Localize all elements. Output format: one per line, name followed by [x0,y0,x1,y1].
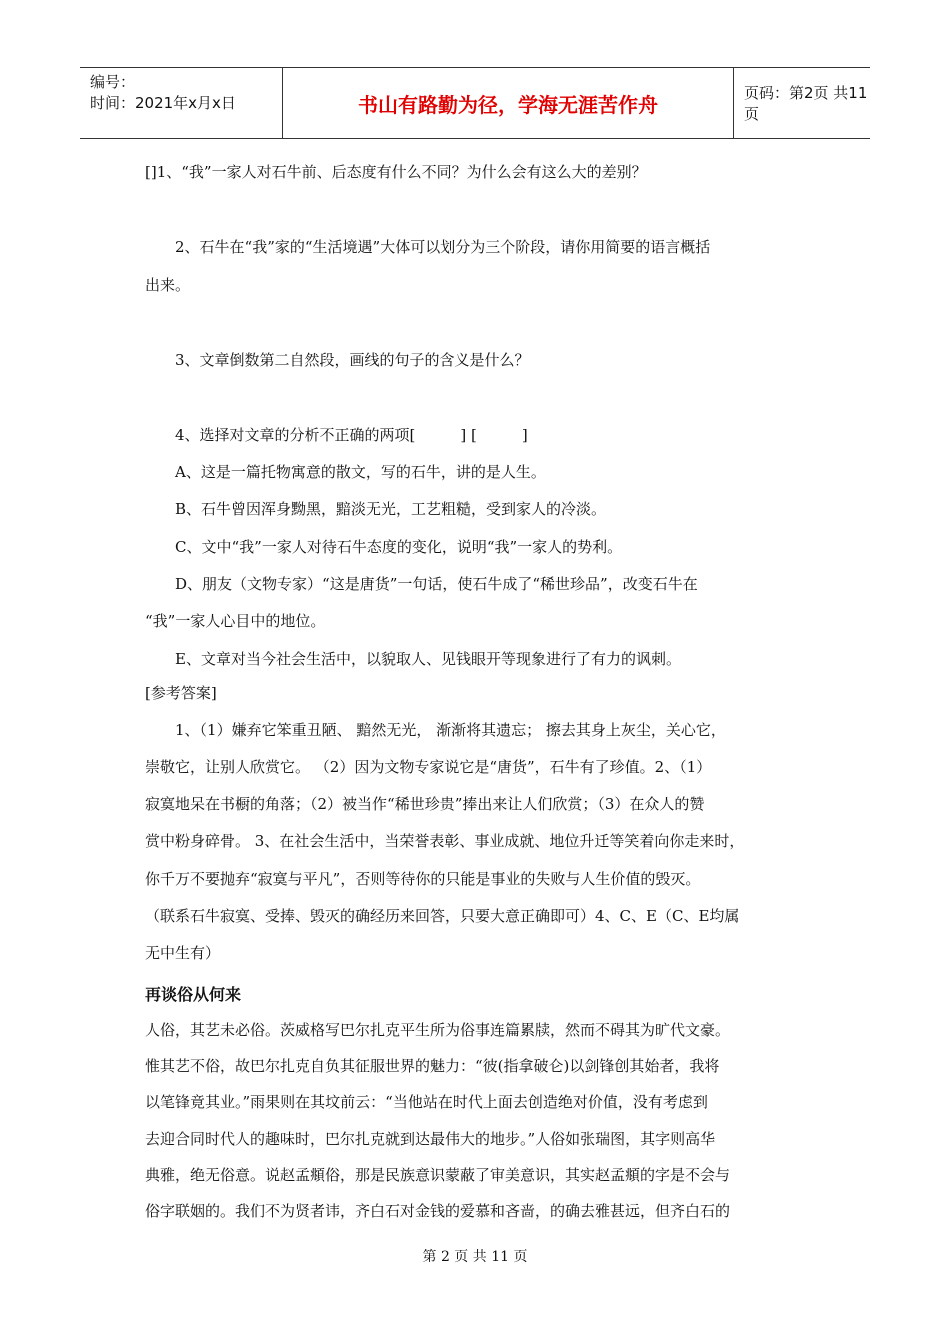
option-d: D、朋友（文物专家）“这是唐货”一句话，使石牛成了“稀世珍品”，改变石牛在 [145,575,698,593]
essay-line: 人俗，其艺未必俗。茨威格写巴尔扎克平生所为俗事连篇累牍，然而不碍其为旷代文豪。 [145,1021,731,1039]
answer-line: 寂寞地呆在书橱的角落；（2）被当作“稀世珍贵”捧出来让人们欣赏；（3）在众人的赞 [145,795,705,813]
essay-line: 典雅，绝无俗意。说赵孟頫俗，那是民族意识蒙蔽了审美意识，其实赵孟頫的字是不会与 [145,1166,731,1184]
section-heading: 再谈俗从何来 [145,985,242,1004]
header-motto: 书山有路勤为径，学海无涯苦作舟 [282,68,734,138]
answer-line: 无中生有） [145,944,221,962]
time-label: 时间：2021年x月x日 [90,94,236,112]
option-b: B、石牛曾因浑身黝黑，黯淡无光，工艺粗糙，受到家人的冷淡。 [145,500,607,518]
answer-line: （联系石牛寂寞、受捧、毁灭的确经历来回答，只要大意正确即可）4、C、E（C、E均属 [145,907,740,925]
question-3: 3、文章倒数第二自然段，画线的句子的含义是什么？ [145,351,530,369]
option-e: E、文章对当今社会生活中，以貌取人、见钱眼开等现象进行了有力的讽刺。 [145,650,681,668]
option-a: A、这是一篇托物寓意的散文，写的石牛，讲的是人生。 [145,463,546,481]
header-meta [80,68,282,138]
question-4: 4、选择对文章的分析不正确的两项[ ] [ ] [145,426,528,444]
answer-line: 崇敬它，让别人欣赏它。 （2）因为文物专家说它是“唐货”，石牛有了珍值。2、（1） [145,758,712,776]
answer-line: 1、（1）嫌弃它笨重丑陋、 黯然无光， 渐渐将其遗忘； 擦去其身上灰尘，关心它， [145,721,726,739]
page-header [80,67,870,139]
essay-line: 俗字联姻的。我们不为贤者讳，齐白石对金钱的爱慕和吝啬，的确去雅甚远，但齐白石的 [145,1202,731,1220]
number-label: 编号： [90,73,136,91]
question-1: []1、“我”一家人对石牛前、后态度有什么不同？为什么会有这么大的差别？ [145,163,647,181]
page-footer: 第 2 页 共 11 页 [422,1249,528,1265]
header-page-info: 页码：第2页 共11页 [744,84,868,123]
option-d-cont: “我”一家人心目中的地位。 [145,612,326,630]
essay-line: 惟其艺不俗，故巴尔扎克自负其征服世界的魅力：“彼(指拿破仑)以剑锋创其始者，我将 [145,1057,720,1075]
answers-heading: [参考答案] [145,684,217,702]
essay-line: 以笔锋竟其业。”雨果则在其坟前云：“当他站在时代上面去创造绝对价值，没有考虑到 [145,1093,708,1111]
option-c: C、文中“我”一家人对待石牛态度的变化，说明“我”一家人的势利。 [145,538,623,556]
question-2: 2、石牛在“我”家的“生活境遇”大体可以划分为三个阶段，请你用简要的语言概括 [145,238,711,256]
question-2-cont: 出来。 [145,276,191,294]
answer-line: 你千万不要抛弃“寂寞与平凡”，否则等待你的只能是事业的失败与人生价值的毁灭。 [145,870,701,888]
essay-line: 去迎合同时代人的趣味时，巴尔扎克就到达最伟大的地步。”人俗如张瑞图，其字则高华 [145,1130,716,1148]
answer-line: 赏中粉身碎骨。 3、在社会生活中，当荣誉表彰、事业成就、地位升迁等笑着向你走来时， [145,832,745,850]
